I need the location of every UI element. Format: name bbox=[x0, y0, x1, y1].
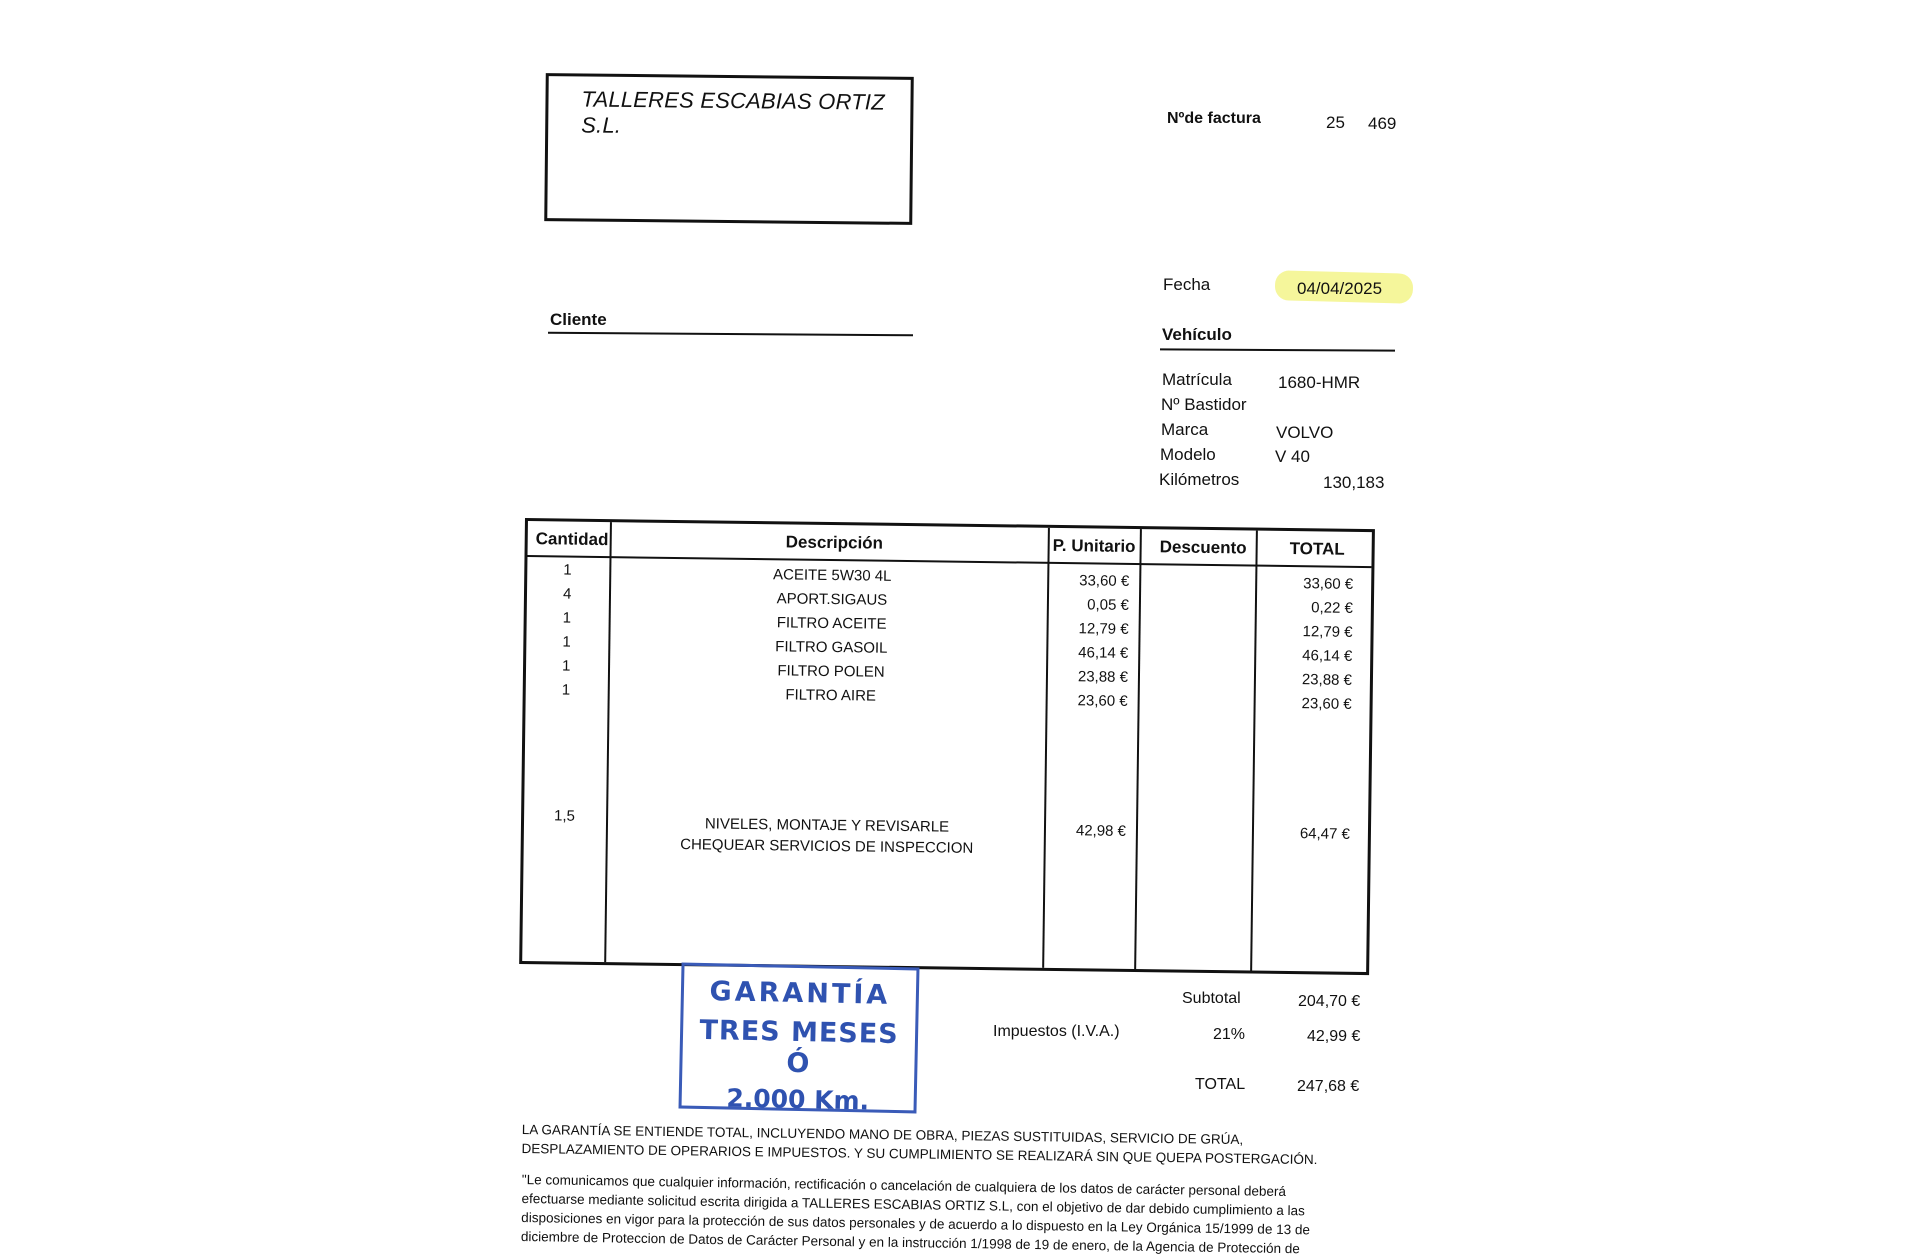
tax-label: Impuestos (I.V.A.) bbox=[993, 1023, 1120, 1040]
row-unit: 12,79 € bbox=[1078, 620, 1129, 638]
header-discount: Descuento bbox=[1159, 537, 1247, 558]
row-qty: 1 bbox=[561, 681, 571, 699]
row-qty: 1 bbox=[563, 561, 572, 579]
header-unit: P. Unitario bbox=[1052, 535, 1136, 556]
invoice-number: 469 bbox=[1368, 114, 1397, 133]
stamp-line3: 2.000 Km. bbox=[726, 1083, 870, 1116]
row-total: 46,14 € bbox=[1302, 647, 1353, 665]
header-desc: Descripción bbox=[785, 532, 884, 553]
total-value: 247,68 € bbox=[1297, 1078, 1360, 1095]
row-qty: 1 bbox=[562, 633, 571, 651]
plate-label: Matrícula bbox=[1162, 370, 1232, 389]
row-unit: 46,14 € bbox=[1078, 644, 1129, 662]
row-total: 23,88 € bbox=[1301, 671, 1353, 689]
labor-unit: 42,98 € bbox=[1075, 822, 1127, 840]
tax-value: 42,99 € bbox=[1307, 1028, 1361, 1045]
warranty-text: LA GARANTÍA SE ENTIENDE TOTAL, INCLUYENDO MANO DE OBRA, PIEZAS SUSTITUIDAS, SERVICIO DE GRÚA, DESPLAZAMIENTO DE OPERARIOS E IMPUESTOS. Y SU CUMPLIMIENTO SE REALIZARÁ SIN QUE QUEPA POSTERGACIÓN. bbox=[521, 1121, 1318, 1168]
items-table bbox=[519, 518, 1375, 975]
col-divider-discount bbox=[1250, 531, 1258, 971]
labor-desc-line1: NIVELES, MONTAJE Y REVISARLE bbox=[704, 815, 950, 836]
subtotal-label: Subtotal bbox=[1182, 990, 1241, 1007]
client-label: Cliente bbox=[550, 310, 607, 329]
brand-value: VOLVO bbox=[1276, 423, 1334, 442]
plate-value: 1680-HMR bbox=[1278, 373, 1361, 392]
invoice-number-label: Nºde factura bbox=[1167, 110, 1261, 127]
row-total: 33,60 € bbox=[1303, 575, 1354, 593]
header-qty: Cantidad bbox=[535, 529, 609, 550]
date-label: Fecha bbox=[1163, 275, 1211, 294]
labor-qty: 1,5 bbox=[553, 807, 576, 825]
row-total: 12,79 € bbox=[1302, 623, 1353, 641]
col-divider-qty bbox=[604, 522, 612, 962]
km-value: 130,183 bbox=[1323, 473, 1385, 492]
tax-rate: 21% bbox=[1213, 1026, 1246, 1043]
model-value: V 40 bbox=[1275, 447, 1310, 466]
warranty-stamp bbox=[678, 963, 919, 1114]
vehicle-underline bbox=[1160, 348, 1395, 351]
stamp-line2: TRES MESES Ó bbox=[699, 1014, 899, 1080]
row-unit: 0,05 € bbox=[1087, 596, 1130, 614]
row-desc: APORT.SIGAUS bbox=[776, 590, 888, 609]
row-unit: 23,88 € bbox=[1077, 668, 1129, 686]
client-underline bbox=[548, 332, 913, 337]
row-qty: 4 bbox=[562, 585, 572, 603]
invoice-number-series: 25 bbox=[1326, 113, 1345, 132]
row-total: 23,60 € bbox=[1301, 695, 1352, 713]
row-qty: 1 bbox=[562, 609, 572, 627]
company-name: TALLERES ESCABIAS ORTIZ S.L. bbox=[581, 86, 885, 138]
row-desc: FILTRO AIRE bbox=[785, 686, 877, 705]
invoice-date: 04/04/2025 bbox=[1297, 279, 1383, 298]
stamp-line1: GARANTÍA bbox=[709, 976, 891, 1011]
row-total: 0,22 € bbox=[1311, 599, 1353, 617]
vehicle-title: Vehículo bbox=[1162, 325, 1232, 344]
row-desc: FILTRO POLEN bbox=[777, 662, 885, 681]
labor-desc-line2: CHEQUEAR SERVICIOS DE INSPECCION bbox=[680, 836, 974, 857]
row-unit: 33,60 € bbox=[1079, 572, 1130, 590]
row-unit: 23,60 € bbox=[1077, 692, 1128, 710]
col-divider-unit bbox=[1134, 529, 1142, 969]
company-box bbox=[544, 73, 914, 225]
header-total: TOTAL bbox=[1289, 539, 1345, 559]
subtotal-value: 204,70 € bbox=[1298, 993, 1361, 1010]
row-desc: FILTRO ACEITE bbox=[776, 614, 887, 633]
row-desc: ACEITE 5W30 4L bbox=[772, 566, 892, 585]
model-label: Modelo bbox=[1160, 445, 1216, 464]
labor-total: 64,47 € bbox=[1299, 825, 1351, 843]
privacy-text: "Le comunicamos que cualquier información, rectificación o cancelación de cualquiera de los datos de carácter personal deberá efectuarse mediante solicitud escrita dirigida a TALLERES ESCABIAS ORTIZ S.L, con el objetivo de dar debido cumplimiento a las disposiciones en vigor para la protección de sus datos personales y de acuerdo a lo dispuesto en la Ley Orgánica 15/1999 de 13 de diciembre de Proteccion de Datos de Carácter Personal y en la instrucción 1/1998 de 19 de enero, de la Agencia de Protección de bbox=[520, 1171, 1311, 1257]
brand-label: Marca bbox=[1161, 420, 1209, 439]
total-label: TOTAL bbox=[1195, 1076, 1246, 1093]
km-label: Kilómetros bbox=[1159, 470, 1240, 489]
row-desc: FILTRO GASOIL bbox=[775, 638, 888, 657]
row-qty: 1 bbox=[561, 657, 571, 675]
chassis-label: Nº Bastidor bbox=[1161, 395, 1247, 414]
